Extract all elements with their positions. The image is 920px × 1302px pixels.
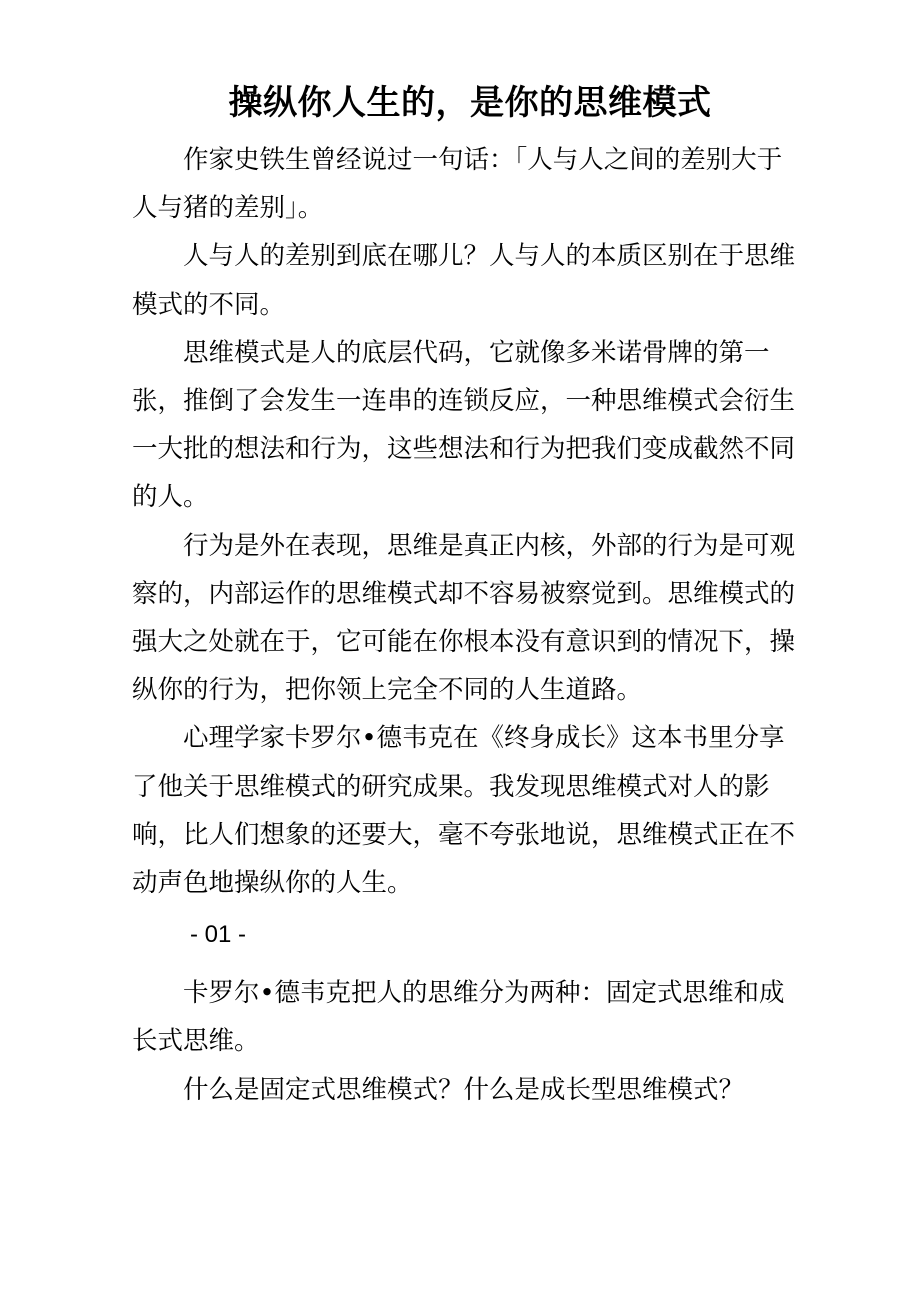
paragraph: 作家史铁生曾经说过一句话：「人与人之间的差别大于人与猪的差别」。	[132, 145, 783, 224]
paragraph: 什么是固定式思维模式？什么是成长型思维模式？	[183, 1074, 745, 1105]
document-body	[132, 136, 807, 1114]
paragraph: 心理学家卡罗尔•德韦克在《终身成长》这本书里分享了他关于思维模式的研究成果。我发现思维模式对人的影响，比人们想象的还要大，毫不夸张地说，思维模式正在不动声色地操纵你的人生。	[132, 723, 796, 899]
document-title: 操纵你人生的，是你的思维模式	[228, 83, 712, 123]
paragraph: 卡罗尔•德韦克把人的思维分为两种：固定式思维和成长式思维。	[132, 978, 785, 1057]
paragraph: 思维模式是人的底层代码，它就像多米诺骨牌的第一张，推倒了会发生一连串的连锁反应，一种思维模式会衍生一大批的想法和行为，这些想法和行为把我们变成截然不同的人。	[132, 337, 796, 513]
paragraph: 行为是外在表现，思维是真正内核，外部的行为是可观察的，内部运作的思维模式却不容易被察觉到。思维模式的强大之处就在于，它可能在你根本没有意识到的情况下，操纵你的行为，把你领上完全不同的人生道路。	[132, 530, 796, 706]
section-marker: - 01 -	[190, 921, 247, 949]
paragraph: 人与人的差别到底在哪儿？人与人的本质区别在于思维模式的不同。	[132, 241, 796, 320]
